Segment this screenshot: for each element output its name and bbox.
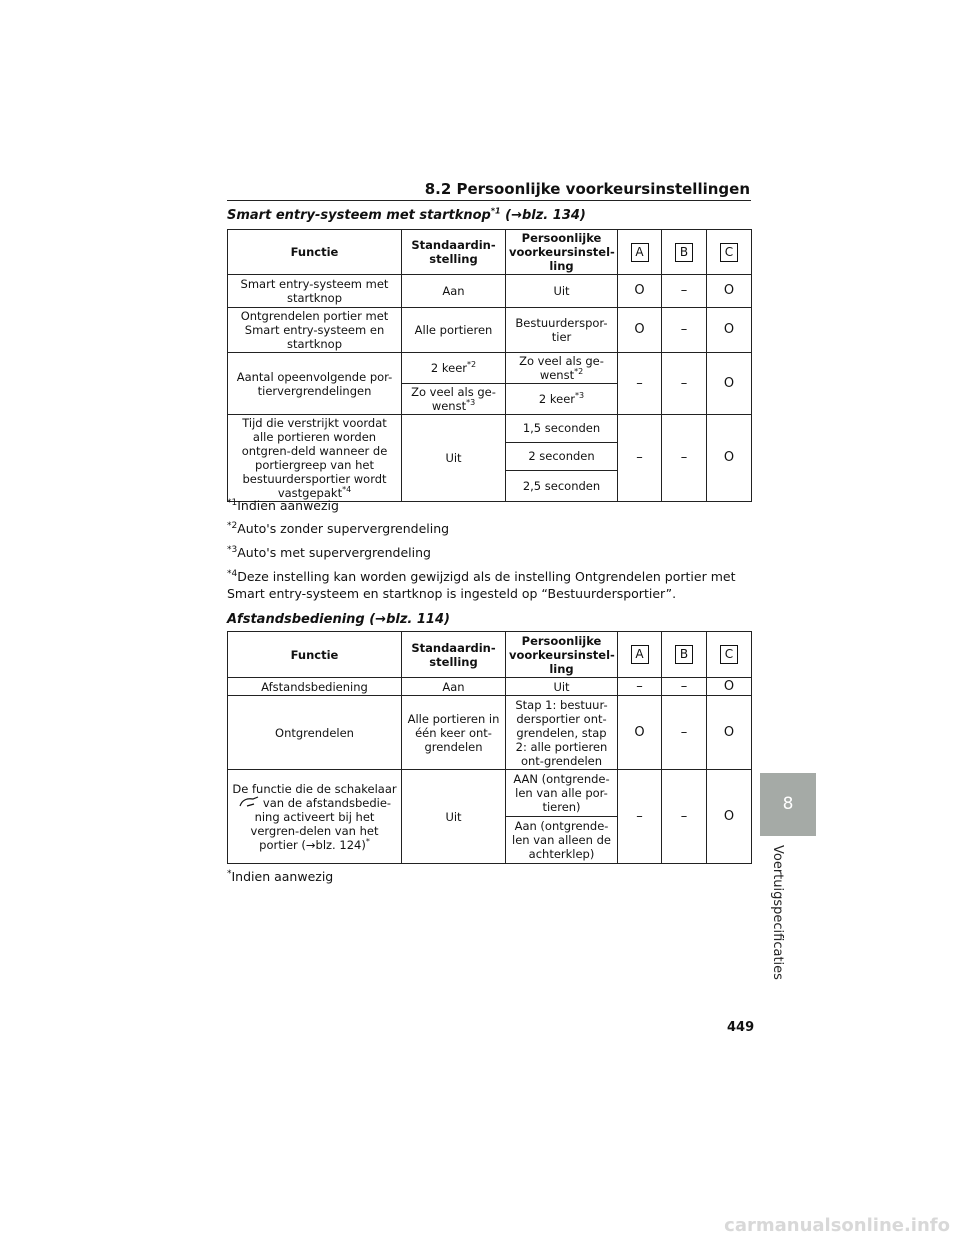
table-cell: Stap 1: bestuur-dersportier ont-grendelen, stap 2: alle portieren ont-grendelen (506, 696, 618, 770)
footnote-remote (227, 868, 757, 885)
table-cell: O (707, 770, 752, 864)
table-cell: Uit (506, 275, 618, 308)
boxed-b-label: B (675, 243, 693, 262)
table-cell: – (662, 353, 707, 415)
table-cell: O (618, 696, 662, 770)
footnote-marker: *2 (574, 367, 584, 377)
remote-heading: Afstandsbediening (→blz. 114) (227, 612, 450, 627)
footnote-marker: *1 (227, 497, 238, 508)
table-cell: Uit (402, 770, 506, 864)
smart-entry-table (227, 229, 752, 502)
table-cell: O (707, 353, 752, 415)
table-cell: – (662, 696, 707, 770)
header-a (618, 230, 662, 275)
table-cell: Aan (402, 678, 506, 696)
cell-text: Tijd die verstrijkt voordat alle portieren worden ontgren-deld wanneer de portiergreep van het bestuurdersportier wordt vastgepakt (241, 416, 388, 500)
header-functie: Functie (228, 230, 402, 275)
table-cell: – (662, 415, 707, 502)
table-cell (506, 384, 618, 415)
footnote-3 (227, 544, 757, 561)
table-cell: – (662, 770, 707, 864)
table-cell: – (618, 415, 662, 502)
footnote-text: Deze instelling kan worden gewijzigd als de instelling Ontgrendelen portier met Smart entry-systeem en startknop is ingesteld op “Bestuurdersportier”. (227, 569, 736, 601)
table-cell: Alle portieren (402, 308, 506, 353)
table-cell: – (662, 275, 707, 308)
table-cell: Bestuurderspor-tier (506, 308, 618, 353)
table-cell: Alle portieren in één keer ont-grendelen (402, 696, 506, 770)
table-cell: Uit (402, 415, 506, 502)
smart-entry-heading (227, 208, 586, 223)
header-b (662, 230, 707, 275)
table-cell: O (707, 415, 752, 502)
section-title: 8.2 Persoonlijke voorkeursinstellingen (424, 180, 750, 198)
table-cell: O (618, 275, 662, 308)
table-cell: Ontgrendelen portier met Smart entry-systeem en startknop (228, 308, 402, 353)
table-cell: O (707, 275, 752, 308)
footnote-2 (227, 520, 757, 537)
footnote-marker: *1 (490, 206, 501, 216)
boxed-b-label: B (675, 645, 693, 664)
table-cell: – (618, 770, 662, 864)
header-rule (227, 200, 751, 201)
boxed-c-label: C (720, 243, 738, 262)
table-cell: – (618, 353, 662, 415)
vehicle-unlock-icon (238, 796, 260, 808)
table-cell: Aan (402, 275, 506, 308)
header-c (707, 632, 752, 678)
table-cell (402, 384, 506, 415)
footnote-text: Auto's met supervergrendeling (237, 545, 431, 560)
remote-table (227, 631, 752, 864)
cell-text: 2 keer (430, 361, 467, 375)
footnote-text: Auto's zonder supervergrendeling (237, 521, 450, 536)
smart-entry-page-ref: (→blz. 134) (505, 208, 586, 223)
table-cell: 1,5 seconden (506, 415, 618, 443)
table-cell: Aan (ontgrende-len van alleen de achterklep) (506, 817, 618, 864)
table-cell: Aantal opeenvolgende por-tiervergrendelingen (228, 353, 402, 415)
header-standaard: Standaardin-stelling (402, 230, 506, 275)
table-cell (228, 770, 402, 864)
footnote-marker: *4 (342, 485, 352, 495)
header-a (618, 632, 662, 678)
table-cell: O (618, 308, 662, 353)
footnote-text: Indien aanwezig (231, 869, 334, 884)
table-cell: O (707, 308, 752, 353)
table-cell: 2,5 seconden (506, 470, 618, 501)
cell-text: Zo veel als ge-wenst (411, 385, 496, 413)
header-b (662, 632, 707, 678)
table-cell: AAN (ontgrende-len van alle por-tieren) (506, 770, 618, 817)
table-cell: O (707, 696, 752, 770)
footnote-marker: *3 (466, 398, 476, 408)
cell-text: van de afstandsbedie-ning activeert bij het vergren-delen van het portier (250, 795, 392, 852)
cell-text: De functie die de schakelaar (232, 781, 397, 796)
footnote-marker: *2 (467, 360, 477, 370)
cell-text: Zo veel als ge-wenst (519, 354, 604, 382)
boxed-a-label: A (631, 243, 649, 262)
footnote-marker: * (365, 836, 370, 846)
chapter-tab: 8 (760, 773, 816, 836)
footnote-marker: *4 (227, 568, 238, 579)
footnote-marker: *3 (575, 391, 585, 401)
table-cell (402, 353, 506, 384)
boxed-a-label: A (631, 645, 649, 664)
watermark: carmanualsonline.info (724, 1215, 950, 1236)
header-c (707, 230, 752, 275)
table-cell: 2 seconden (506, 442, 618, 470)
header-standaard: Standaardin-stelling (402, 632, 506, 678)
table-cell: – (662, 308, 707, 353)
boxed-c-label: C (720, 645, 738, 664)
chapter-label: Voertuigspecificaties (770, 845, 785, 980)
table-cell: Smart entry-systeem met startknop (228, 275, 402, 308)
table-cell: Ontgrendelen (228, 696, 402, 770)
header-persoonlijk: Persoonlijke voorkeursinstel-ling (506, 230, 618, 275)
table-cell: Afstandsbediening (228, 678, 402, 696)
cell-text: (→blz. 124) (301, 837, 366, 852)
table-cell (228, 415, 402, 502)
table-cell (506, 353, 618, 384)
table-cell: Uit (506, 678, 618, 696)
table-cell: – (662, 678, 707, 696)
header-persoonlijk: Persoonlijke voorkeursinstel-ling (506, 632, 618, 678)
cell-text: 2 keer (538, 392, 575, 406)
smart-entry-heading-text: Smart entry-systeem met startknop (227, 208, 491, 223)
footnote-4 (227, 568, 757, 602)
footnote-marker: * (227, 868, 232, 879)
page-number: 449 (727, 1020, 755, 1035)
header-functie: Functie (228, 632, 402, 678)
footnote-marker: *3 (227, 544, 238, 555)
table-cell: O (707, 678, 752, 696)
footnote-marker: *2 (227, 520, 238, 531)
table-cell: – (618, 678, 662, 696)
footnote-text: Indien aanwezig (237, 498, 339, 513)
footnote-1 (227, 497, 757, 514)
